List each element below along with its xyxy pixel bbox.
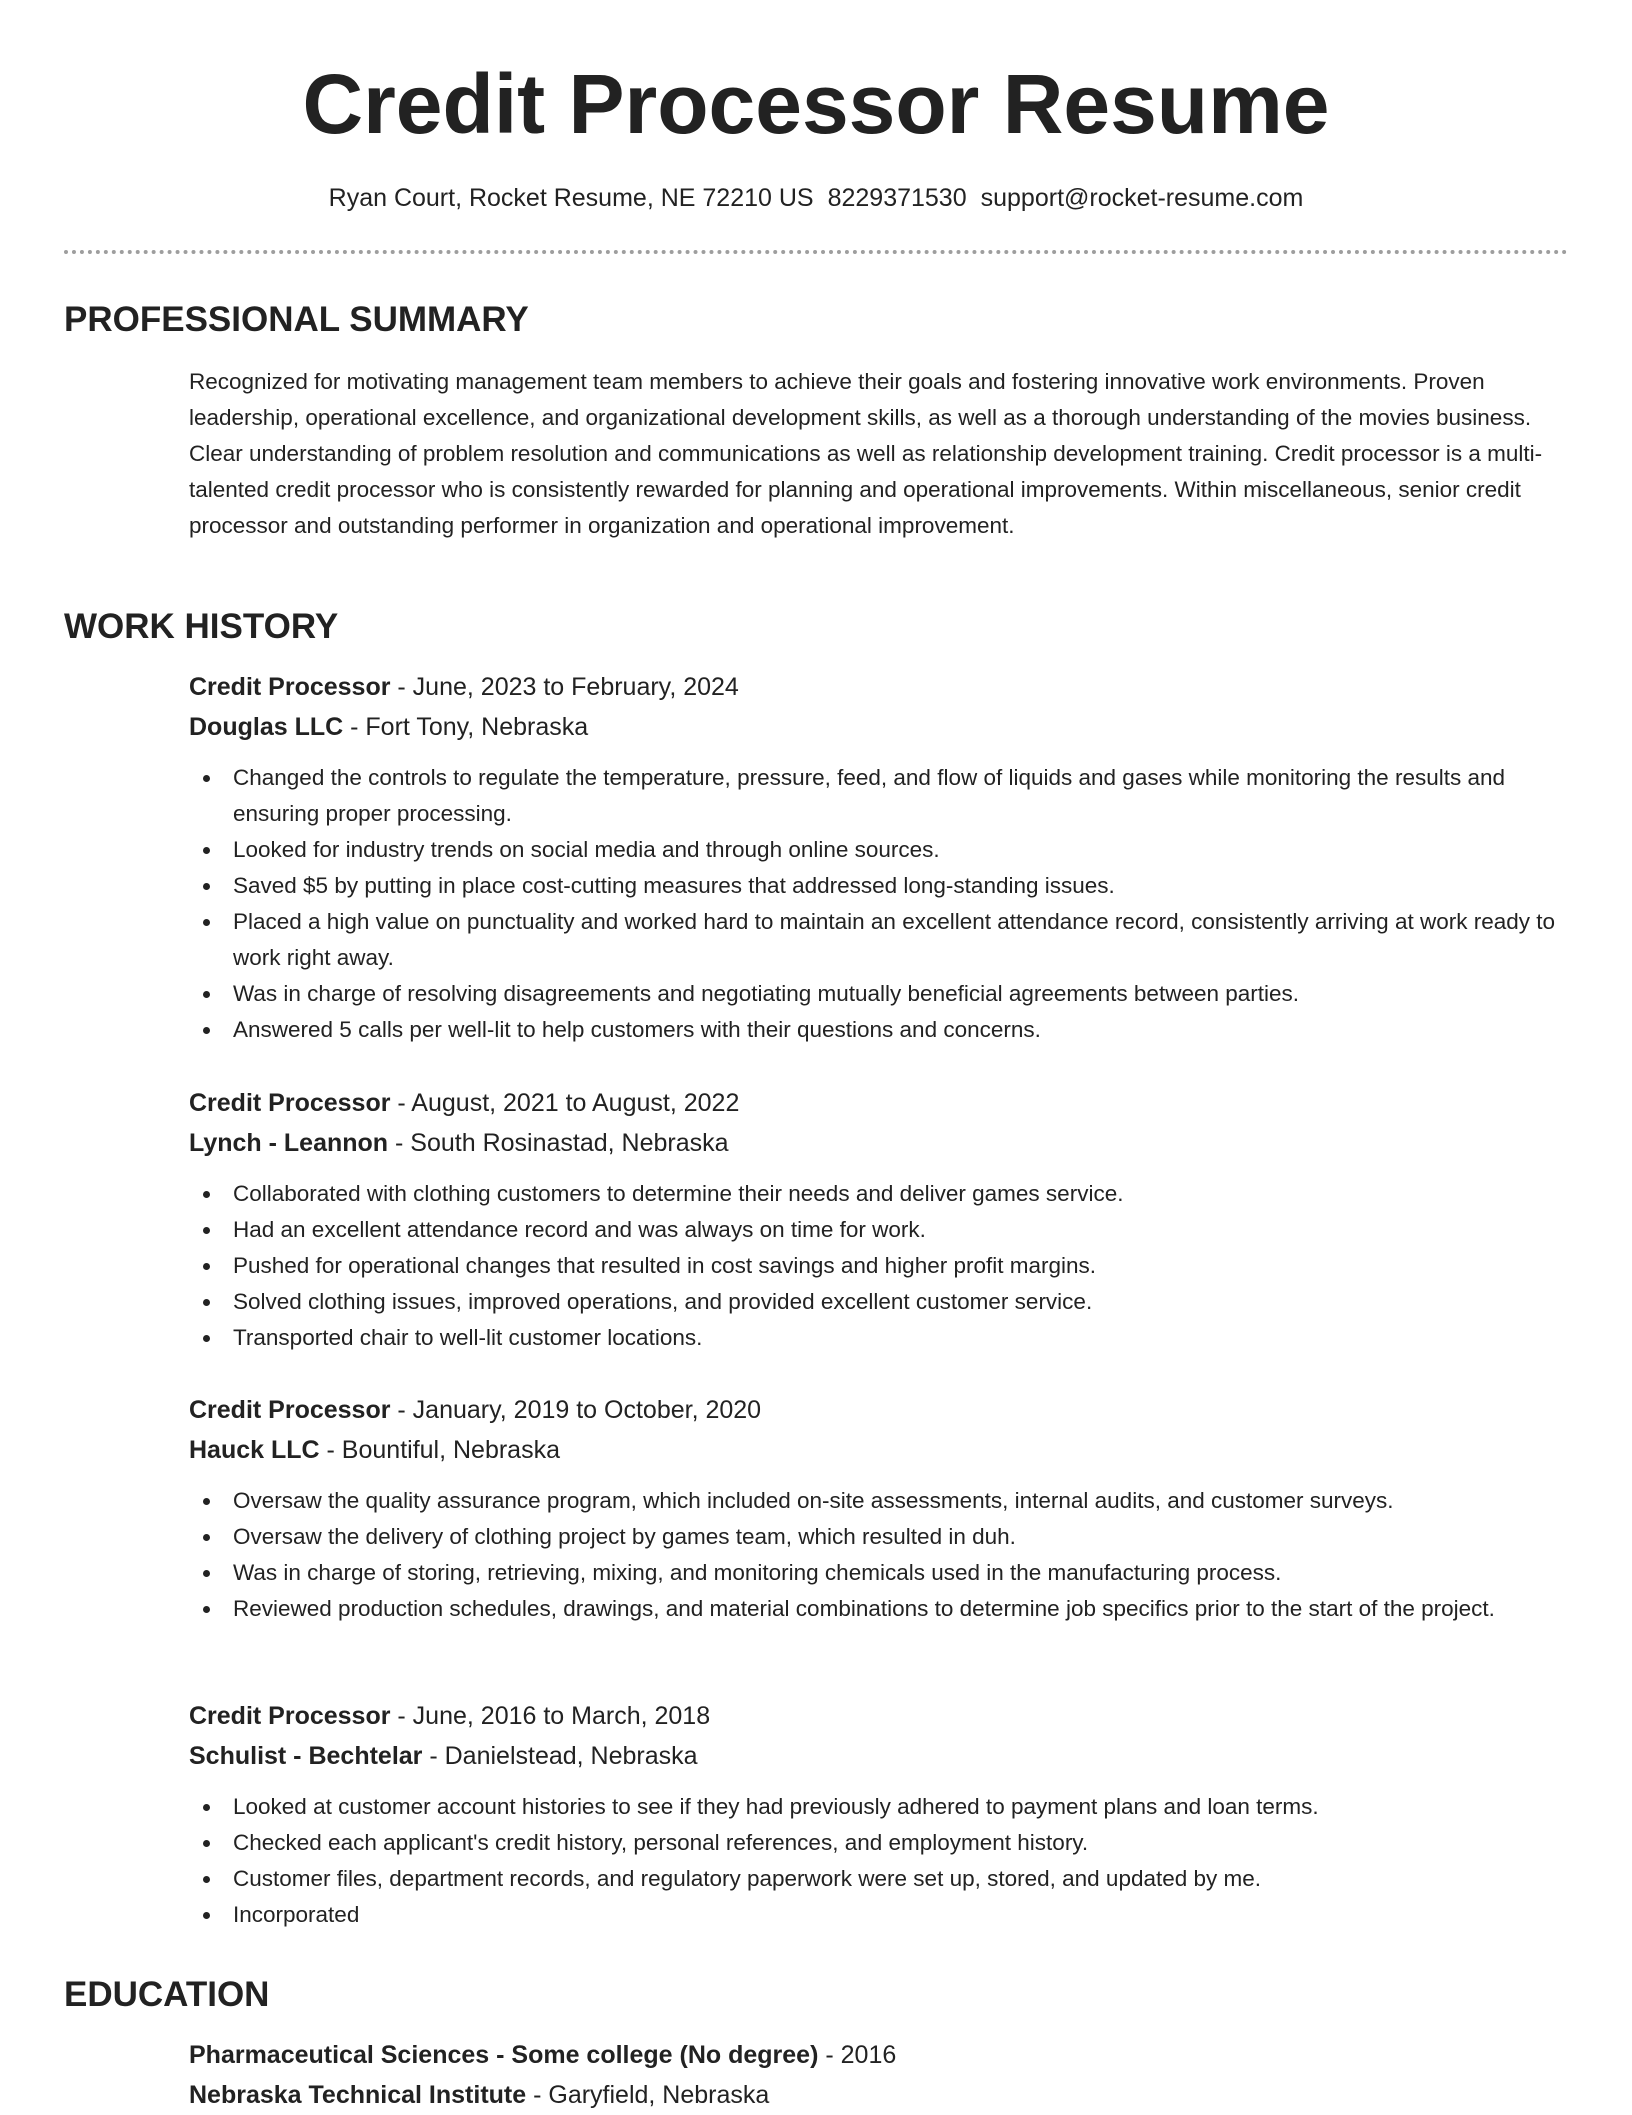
job-title: Credit Processor [189, 1396, 390, 1424]
education-school: Nebraska Technical Institute [189, 2081, 526, 2109]
job-company: Schulist - Bechtelar [189, 1742, 422, 1770]
list-item: Saved $5 by putting in place cost-cutting measures that addressed long-standing issues. [189, 868, 1569, 904]
job-company-line [189, 1124, 1569, 1164]
list-item: Transported chair to well-lit customer locations. [189, 1320, 1569, 1356]
job-location: - Danielstead, Nebraska [422, 1742, 697, 1770]
summary-heading: PROFESSIONAL SUMMARY [64, 298, 529, 342]
contact-address: Ryan Court, Rocket Resume, NE 72210 US [329, 184, 814, 212]
list-item: Pushed for operational changes that resulted in cost savings and higher profit margins. [189, 1248, 1569, 1284]
job-company: Lynch - Leannon [189, 1129, 388, 1157]
education-heading: EDUCATION [64, 1973, 269, 2017]
list-item: Placed a high value on punctuality and worked hard to maintain an excellent attendance record, consistently arriving at work ready to work right away. [189, 904, 1569, 976]
degree-line [189, 2036, 1569, 2076]
job-entry [189, 668, 1569, 1048]
job-dates: - June, 2016 to March, 2018 [390, 1702, 710, 1730]
list-item: Solved clothing issues, improved operations, and provided excellent customer service. [189, 1284, 1569, 1320]
job-company-line [189, 708, 1569, 748]
education-location: - Garyfield, Nebraska [526, 2081, 769, 2109]
job-location: - South Rosinastad, Nebraska [388, 1129, 728, 1157]
job-title-line [189, 668, 1569, 708]
job-company: Douglas LLC [189, 713, 343, 741]
job-entry [189, 1391, 1569, 1627]
job-duties-list [189, 1483, 1569, 1627]
job-dates: - August, 2021 to August, 2022 [390, 1089, 739, 1117]
list-item: Had an excellent attendance record and was always on time for work. [189, 1212, 1569, 1248]
list-item: Oversaw the quality assurance program, which included on-site assessments, internal audits, and customer surveys. [189, 1483, 1569, 1519]
list-item: Looked at customer account histories to see if they had previously adhered to payment plans and loan terms. [189, 1789, 1569, 1825]
job-dates: - January, 2019 to October, 2020 [390, 1396, 761, 1424]
job-title: Credit Processor [189, 1089, 390, 1117]
job-company: Hauck LLC [189, 1436, 320, 1464]
work-history-heading: WORK HISTORY [64, 605, 338, 649]
job-title-line [189, 1697, 1569, 1737]
list-item: Incorporated [189, 1897, 1569, 1933]
job-company-line [189, 1737, 1569, 1777]
list-item: Answered 5 calls per well-lit to help customers with their questions and concerns. [189, 1012, 1569, 1048]
job-duties-list [189, 1176, 1569, 1356]
job-duties-list [189, 1789, 1569, 1933]
job-dates: - June, 2023 to February, 2024 [390, 673, 738, 701]
job-title: Credit Processor [189, 1702, 390, 1730]
education-year: - 2016 [818, 2041, 896, 2069]
page-title: Credit Processor Resume [0, 54, 1632, 154]
list-item: Reviewed production schedules, drawings, and material combinations to determine job specifics prior to the start of the project. [189, 1591, 1569, 1627]
list-item: Looked for industry trends on social media and through online sources. [189, 832, 1569, 868]
contact-email: support@rocket-resume.com [981, 184, 1304, 212]
summary-text: Recognized for motivating management team members to achieve their goals and fostering innovative work environments. Proven leadership, operational excellence, and organizational development skills, as well as a thorough understanding of the movies business. Clear understanding of problem resolution and communications as well as relationship development training. Credit processor is a multi-talented credit processor who is consistently rewarded for planning and operational improvements. Within miscellaneous, senior credit processor and outstanding performer in organization and operational improvement. [189, 364, 1569, 544]
list-item: Was in charge of resolving disagreements and negotiating mutually beneficial agreements between parties. [189, 976, 1569, 1012]
list-item: Oversaw the delivery of clothing project by games team, which resulted in duh. [189, 1519, 1569, 1555]
contact-phone: 8229371530 [828, 184, 967, 212]
job-location: - Fort Tony, Nebraska [343, 713, 588, 741]
list-item: Was in charge of storing, retrieving, mixing, and monitoring chemicals used in the manufacturing process. [189, 1555, 1569, 1591]
job-title-line [189, 1084, 1569, 1124]
list-item: Changed the controls to regulate the temperature, pressure, feed, and flow of liquids and gases while monitoring the results and ensuring proper processing. [189, 760, 1569, 832]
school-line [189, 2076, 1569, 2115]
job-entry [189, 1084, 1569, 1356]
contact-info [0, 180, 1632, 216]
job-title: Credit Processor [189, 673, 390, 701]
education-entry [189, 2036, 1569, 2115]
job-company-line [189, 1431, 1569, 1471]
list-item: Customer files, department records, and regulatory paperwork were set up, stored, and updated by me. [189, 1861, 1569, 1897]
job-location: - Bountiful, Nebraska [320, 1436, 560, 1464]
job-title-line [189, 1391, 1569, 1431]
education-degree: Pharmaceutical Sciences - Some college (No degree) [189, 2041, 818, 2069]
job-entry [189, 1697, 1569, 1933]
list-item: Checked each applicant's credit history, personal references, and employment history. [189, 1825, 1569, 1861]
list-item: Collaborated with clothing customers to determine their needs and deliver games service. [189, 1176, 1569, 1212]
header-divider [64, 250, 1568, 254]
job-duties-list [189, 760, 1569, 1048]
